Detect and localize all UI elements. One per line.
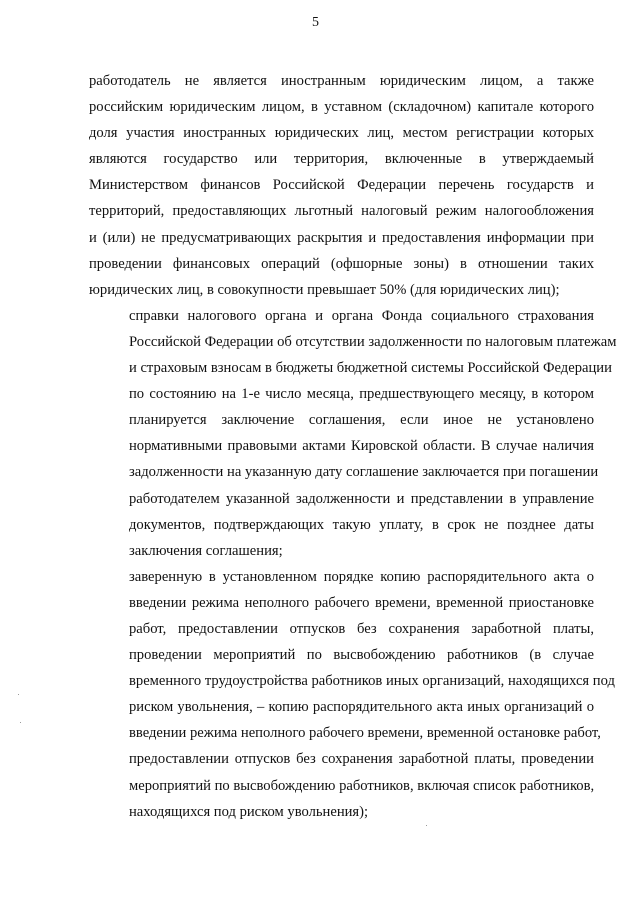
text-line: временного трудоустройства работников иных организаций, находящихся под: [129, 673, 615, 690]
text-line: задолженности на указанную дату соглашение заключается при погашении: [129, 464, 599, 481]
text-line: Российской Федерации об отсутствии задолженности по налоговым платежам: [129, 333, 617, 350]
text-line: юридических лиц, в совокупности превышает 50% (для юридических лиц);: [89, 281, 560, 298]
text-line: доля участия иностранных юридических лиц, местом регистрации которых: [89, 125, 594, 142]
text-line: нормативными правовыми актами Кировской области. В случае наличия: [129, 438, 594, 455]
document-body: [89, 68, 617, 825]
text-line: проведении мероприятий по высвобождению работников (в случае: [129, 647, 594, 664]
text-line: работодателем указанной задолженности и представлении в управление: [129, 490, 594, 507]
text-line: риском увольнения, – копию распорядительного акта иных организаций о: [129, 699, 594, 716]
text-line: российским юридическим лицом, в уставном (складочном) капитале которого: [89, 99, 594, 116]
text-line: заключения соглашения;: [129, 542, 283, 559]
text-line: работ, предоставлении отпусков без сохранения заработной платы,: [129, 620, 594, 637]
text-line: и (или) не предусматривающих раскрытия и предоставления информации при: [89, 229, 594, 246]
text-line: документов, подтверждающих такую уплату, в срок не позднее даты: [129, 516, 594, 533]
text-line: планируется заключение соглашения, если иное не установлено: [129, 412, 594, 429]
text-line: справки налогового органа и органа Фонда социального страхования: [129, 307, 594, 324]
text-line: Министерством финансов Российской Федерации перечень государств и: [89, 177, 594, 194]
scan-speck: [426, 825, 427, 826]
text-line: введении режима неполного рабочего времени, временной остановке работ,: [129, 725, 601, 742]
text-line: находящихся под риском увольнения);: [129, 803, 369, 820]
text-line: территорий, предоставляющих льготный налоговый режим налогообложения: [89, 203, 594, 220]
page-number: 5: [312, 15, 319, 30]
text-line: являются государство или территория, включенные в утверждаемый: [89, 151, 594, 168]
text-line: введении режима неполного рабочего времени, временной приостановке: [129, 594, 594, 611]
text-line: и страховым взносам в бюджеты бюджетной системы Российской Федерации: [129, 360, 612, 377]
text-line: работодатель не является иностранным юридическим лицом, а также: [89, 73, 594, 89]
text-line: заверенную в установленном порядке копию распорядительного акта о: [129, 568, 594, 585]
paragraph: [89, 564, 615, 825]
paragraph: [89, 303, 617, 564]
text-line: предоставлении отпусков без сохранения заработной платы, проведении: [129, 751, 594, 768]
scan-speck: [20, 722, 21, 723]
scan-speck: [18, 694, 19, 695]
text-line: по состоянию на 1-е число месяца, предшествующего месяцу, в котором: [129, 386, 594, 403]
text-line: мероприятий по высвобождению работников, включая список работников,: [129, 777, 595, 794]
text-line: проведении финансовых операций (офшорные зоны) в отношении таких: [89, 255, 594, 272]
paragraph: [89, 68, 594, 303]
